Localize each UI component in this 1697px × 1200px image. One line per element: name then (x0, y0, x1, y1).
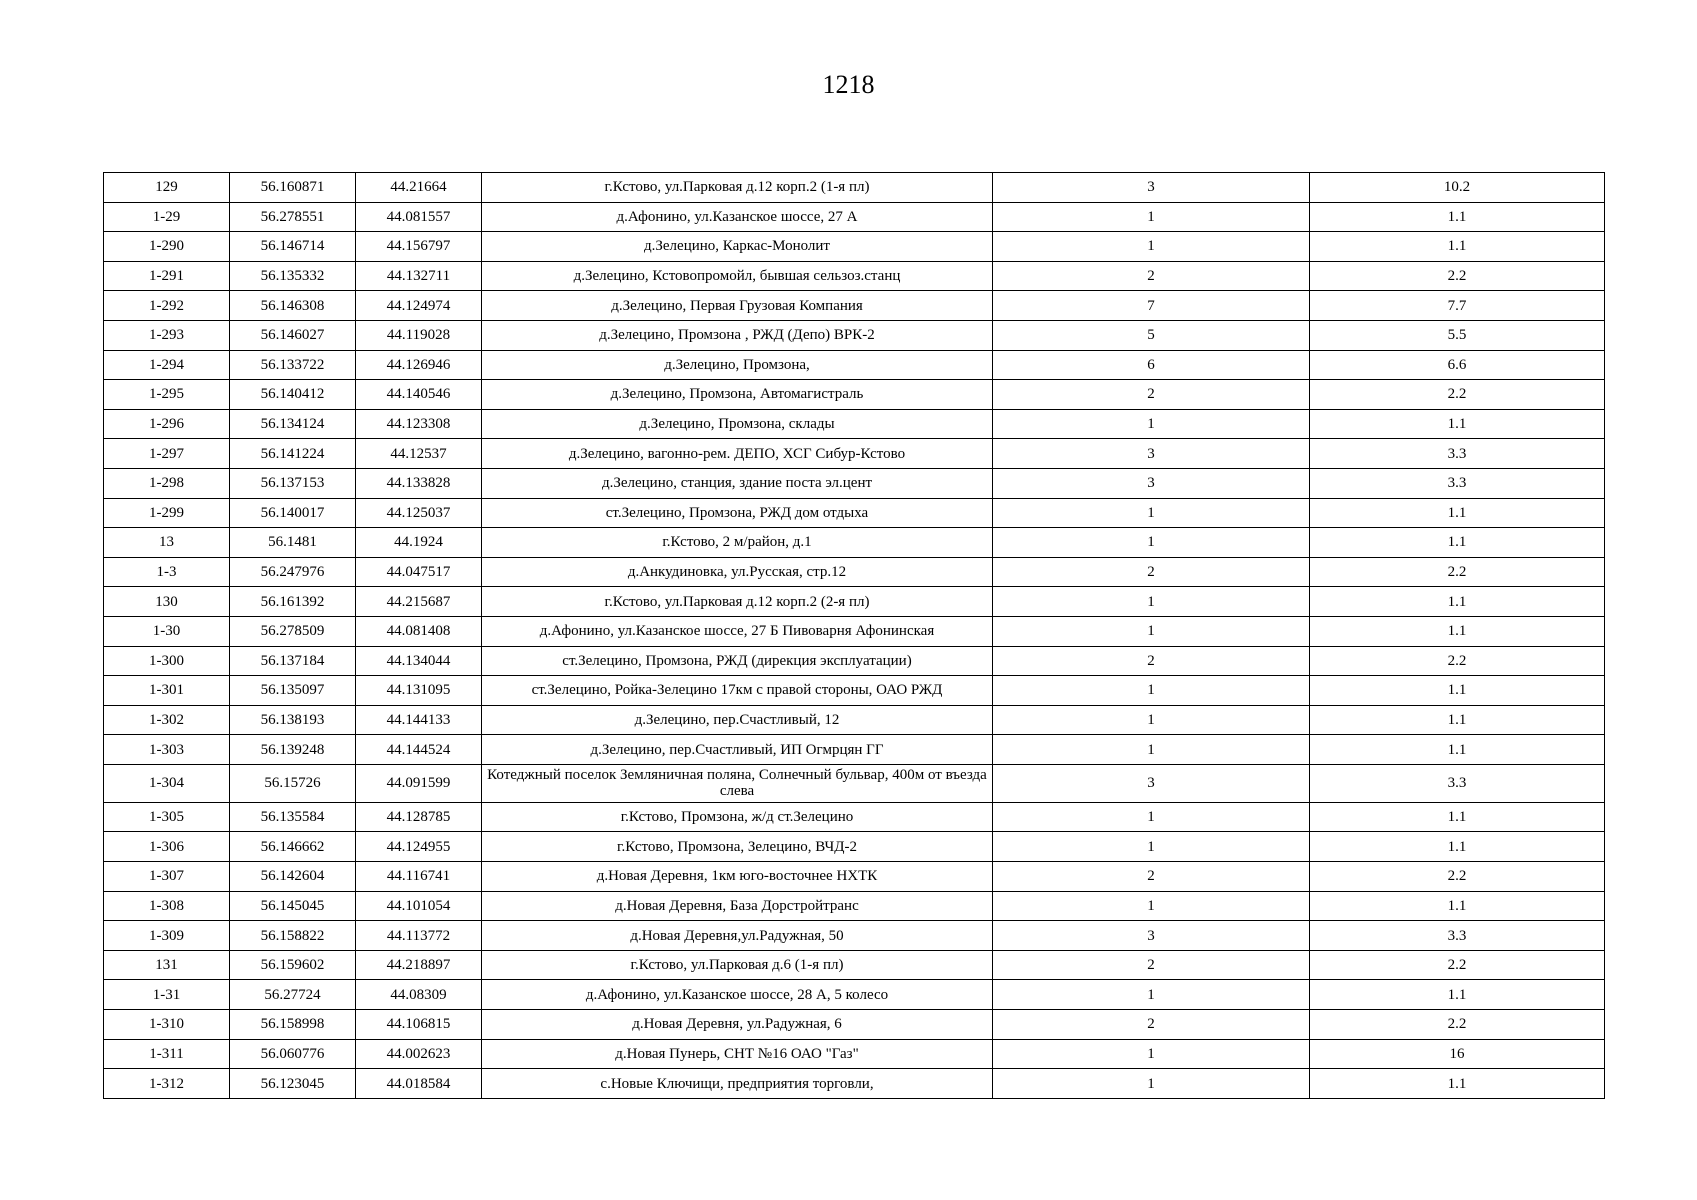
id-cell: 129 (104, 173, 230, 203)
longitude-cell: 44.119028 (356, 320, 482, 350)
table-row (104, 832, 1605, 862)
latitude-cell: 56.278509 (230, 616, 356, 646)
address-cell: д.Зелецино, Первая Грузовая Компания (482, 291, 993, 321)
longitude-cell: 44.018584 (356, 1069, 482, 1099)
id-cell: 1-291 (104, 261, 230, 291)
id-cell: 1-308 (104, 891, 230, 921)
longitude-cell: 44.091599 (356, 764, 482, 802)
value-cell: 5.5 (1310, 320, 1605, 350)
count-cell: 3 (993, 921, 1310, 951)
address-cell: ст.Зелецино, Ройка-Зелецино 17км с правой стороны, ОАО РЖД (482, 676, 993, 706)
address-cell: ст.Зелецино, Промзона, РЖД дом отдыха (482, 498, 993, 528)
count-cell: 1 (993, 802, 1310, 832)
count-cell: 3 (993, 173, 1310, 203)
id-cell: 1-309 (104, 921, 230, 951)
value-cell: 2.2 (1310, 1010, 1605, 1040)
value-cell: 3.3 (1310, 764, 1605, 802)
address-cell: д.Новая Деревня, База Дорстройтранс (482, 891, 993, 921)
id-cell: 1-301 (104, 676, 230, 706)
value-cell: 1.1 (1310, 1069, 1605, 1099)
address-cell: д.Новая Деревня, ул.Радужная, 6 (482, 1010, 993, 1040)
id-cell: 1-304 (104, 764, 230, 802)
table-row (104, 528, 1605, 558)
count-cell: 1 (993, 616, 1310, 646)
latitude-cell: 56.139248 (230, 735, 356, 765)
address-cell: д.Анкудиновка, ул.Русская, стр.12 (482, 557, 993, 587)
longitude-cell: 44.081408 (356, 616, 482, 646)
longitude-cell: 44.113772 (356, 921, 482, 951)
value-cell: 1.1 (1310, 498, 1605, 528)
count-cell: 1 (993, 498, 1310, 528)
count-cell: 1 (993, 676, 1310, 706)
id-cell: 1-311 (104, 1039, 230, 1069)
table-row (104, 921, 1605, 951)
count-cell: 6 (993, 350, 1310, 380)
table-row (104, 380, 1605, 410)
count-cell: 1 (993, 705, 1310, 735)
longitude-cell: 44.133828 (356, 468, 482, 498)
address-cell: д.Новая Деревня,ул.Радужная, 50 (482, 921, 993, 951)
address-cell: ст.Зелецино, Промзона, РЖД (дирекция эксплуатации) (482, 646, 993, 676)
count-cell: 2 (993, 261, 1310, 291)
table-row (104, 468, 1605, 498)
address-cell: д.Афонино, ул.Казанское шоссе, 27 А (482, 202, 993, 232)
value-cell: 1.1 (1310, 528, 1605, 558)
longitude-cell: 44.106815 (356, 1010, 482, 1040)
value-cell: 3.3 (1310, 439, 1605, 469)
table-row (104, 950, 1605, 980)
table-row (104, 802, 1605, 832)
value-cell: 1.1 (1310, 587, 1605, 617)
address-cell: г.Кстово, ул.Парковая д.6 (1-я пл) (482, 950, 993, 980)
count-cell: 2 (993, 380, 1310, 410)
longitude-cell: 44.047517 (356, 557, 482, 587)
id-cell: 1-306 (104, 832, 230, 862)
id-cell: 1-292 (104, 291, 230, 321)
value-cell: 2.2 (1310, 862, 1605, 892)
count-cell: 1 (993, 409, 1310, 439)
table-row (104, 439, 1605, 469)
value-cell: 6.6 (1310, 350, 1605, 380)
count-cell: 1 (993, 232, 1310, 262)
table-row (104, 291, 1605, 321)
longitude-cell: 44.134044 (356, 646, 482, 676)
value-cell: 10.2 (1310, 173, 1605, 203)
value-cell: 1.1 (1310, 705, 1605, 735)
address-cell: д.Новая Деревня, 1км юго-восточнее НХТК (482, 862, 993, 892)
table-row (104, 735, 1605, 765)
latitude-cell: 56.140017 (230, 498, 356, 528)
value-cell: 3.3 (1310, 921, 1605, 951)
latitude-cell: 56.133722 (230, 350, 356, 380)
address-cell: д.Зелецино, Промзона, (482, 350, 993, 380)
table-row (104, 676, 1605, 706)
count-cell: 1 (993, 587, 1310, 617)
table-row (104, 646, 1605, 676)
id-cell: 1-31 (104, 980, 230, 1010)
table-body (104, 173, 1605, 1099)
table-row (104, 409, 1605, 439)
id-cell: 1-298 (104, 468, 230, 498)
address-cell: д.Зелецино, Кстовопромойл, бывшая сельзоз.станц (482, 261, 993, 291)
latitude-cell: 56.146714 (230, 232, 356, 262)
latitude-cell: 56.135332 (230, 261, 356, 291)
longitude-cell: 44.08309 (356, 980, 482, 1010)
count-cell: 5 (993, 320, 1310, 350)
latitude-cell: 56.160871 (230, 173, 356, 203)
table-row (104, 1069, 1605, 1099)
count-cell: 3 (993, 439, 1310, 469)
table-row (104, 173, 1605, 203)
id-cell: 1-293 (104, 320, 230, 350)
value-cell: 1.1 (1310, 616, 1605, 646)
table-row (104, 350, 1605, 380)
page-number: 1218 (822, 70, 875, 99)
longitude-cell: 44.128785 (356, 802, 482, 832)
id-cell: 13 (104, 528, 230, 558)
latitude-cell: 56.141224 (230, 439, 356, 469)
latitude-cell: 56.135097 (230, 676, 356, 706)
latitude-cell: 56.060776 (230, 1039, 356, 1069)
id-cell: 1-299 (104, 498, 230, 528)
longitude-cell: 44.116741 (356, 862, 482, 892)
value-cell: 1.1 (1310, 676, 1605, 706)
count-cell: 3 (993, 468, 1310, 498)
value-cell: 16 (1310, 1039, 1605, 1069)
latitude-cell: 56.159602 (230, 950, 356, 980)
value-cell: 2.2 (1310, 261, 1605, 291)
address-cell: г.Кстово, ул.Парковая д.12 корп.2 (2-я пл) (482, 587, 993, 617)
longitude-cell: 44.125037 (356, 498, 482, 528)
address-cell: д.Зелецино, Промзона, склады (482, 409, 993, 439)
table-row (104, 862, 1605, 892)
id-cell: 1-30 (104, 616, 230, 646)
address-cell: д.Зелецино, Каркас-Монолит (482, 232, 993, 262)
value-cell: 2.2 (1310, 646, 1605, 676)
latitude-cell: 56.247976 (230, 557, 356, 587)
id-cell: 130 (104, 587, 230, 617)
longitude-cell: 44.144133 (356, 705, 482, 735)
count-cell: 1 (993, 980, 1310, 1010)
address-cell: д.Новая Пунерь, СНТ №16 ОАО "Газ" (482, 1039, 993, 1069)
address-cell: д.Зелецино, Промзона, Автомагистраль (482, 380, 993, 410)
latitude-cell: 56.1481 (230, 528, 356, 558)
count-cell: 1 (993, 528, 1310, 558)
id-cell: 1-296 (104, 409, 230, 439)
table-row (104, 980, 1605, 1010)
value-cell: 2.2 (1310, 380, 1605, 410)
count-cell: 2 (993, 950, 1310, 980)
count-cell: 2 (993, 646, 1310, 676)
address-cell: д.Зелецино, пер.Счастливый, ИП Огмрцян ГГ (482, 735, 993, 765)
table-row (104, 891, 1605, 921)
value-cell: 1.1 (1310, 735, 1605, 765)
id-cell: 1-305 (104, 802, 230, 832)
count-cell: 2 (993, 1010, 1310, 1040)
latitude-cell: 56.145045 (230, 891, 356, 921)
latitude-cell: 56.135584 (230, 802, 356, 832)
address-cell: д.Зелецино, вагонно-рем. ДЕПО, ХСГ Сибур-Кстово (482, 439, 993, 469)
count-cell: 2 (993, 862, 1310, 892)
latitude-cell: 56.15726 (230, 764, 356, 802)
value-cell: 3.3 (1310, 468, 1605, 498)
table-row (104, 498, 1605, 528)
value-cell: 1.1 (1310, 832, 1605, 862)
table-row (104, 202, 1605, 232)
table-row (104, 557, 1605, 587)
id-cell: 1-303 (104, 735, 230, 765)
table-row (104, 587, 1605, 617)
table-row (104, 705, 1605, 735)
table-row (104, 320, 1605, 350)
id-cell: 131 (104, 950, 230, 980)
id-cell: 1-312 (104, 1069, 230, 1099)
value-cell: 1.1 (1310, 802, 1605, 832)
longitude-cell: 44.144524 (356, 735, 482, 765)
longitude-cell: 44.123308 (356, 409, 482, 439)
latitude-cell: 56.142604 (230, 862, 356, 892)
id-cell: 1-302 (104, 705, 230, 735)
longitude-cell: 44.124974 (356, 291, 482, 321)
id-cell: 1-295 (104, 380, 230, 410)
value-cell: 2.2 (1310, 950, 1605, 980)
latitude-cell: 56.158822 (230, 921, 356, 951)
latitude-cell: 56.137184 (230, 646, 356, 676)
longitude-cell: 44.131095 (356, 676, 482, 706)
latitude-cell: 56.146027 (230, 320, 356, 350)
longitude-cell: 44.002623 (356, 1039, 482, 1069)
longitude-cell: 44.21664 (356, 173, 482, 203)
latitude-cell: 56.146308 (230, 291, 356, 321)
longitude-cell: 44.215687 (356, 587, 482, 617)
count-cell: 1 (993, 202, 1310, 232)
count-cell: 1 (993, 832, 1310, 862)
id-cell: 1-307 (104, 862, 230, 892)
count-cell: 7 (993, 291, 1310, 321)
table-row (104, 1010, 1605, 1040)
address-cell: Котеджный поселок Земляничная поляна, Солнечный бульвар, 400м от въезда слева (482, 764, 993, 802)
latitude-cell: 56.161392 (230, 587, 356, 617)
count-cell: 1 (993, 891, 1310, 921)
longitude-cell: 44.140546 (356, 380, 482, 410)
value-cell: 7.7 (1310, 291, 1605, 321)
longitude-cell: 44.218897 (356, 950, 482, 980)
id-cell: 1-297 (104, 439, 230, 469)
count-cell: 1 (993, 1039, 1310, 1069)
latitude-cell: 56.278551 (230, 202, 356, 232)
latitude-cell: 56.140412 (230, 380, 356, 410)
count-cell: 1 (993, 1069, 1310, 1099)
latitude-cell: 56.138193 (230, 705, 356, 735)
id-cell: 1-294 (104, 350, 230, 380)
id-cell: 1-3 (104, 557, 230, 587)
id-cell: 1-310 (104, 1010, 230, 1040)
longitude-cell: 44.081557 (356, 202, 482, 232)
id-cell: 1-290 (104, 232, 230, 262)
value-cell: 1.1 (1310, 202, 1605, 232)
value-cell: 2.2 (1310, 557, 1605, 587)
longitude-cell: 44.101054 (356, 891, 482, 921)
id-cell: 1-300 (104, 646, 230, 676)
longitude-cell: 44.124955 (356, 832, 482, 862)
address-cell: д.Афонино, ул.Казанское шоссе, 28 А, 5 колесо (482, 980, 993, 1010)
longitude-cell: 44.126946 (356, 350, 482, 380)
address-cell: д.Зелецино, пер.Счастливый, 12 (482, 705, 993, 735)
address-cell: д.Зелецино, станция, здание поста эл.цент (482, 468, 993, 498)
value-cell: 1.1 (1310, 232, 1605, 262)
latitude-cell: 56.146662 (230, 832, 356, 862)
address-cell: г.Кстово, Промзона, ж/д ст.Зелецино (482, 802, 993, 832)
table-row (104, 1039, 1605, 1069)
data-table (103, 172, 1605, 1099)
value-cell: 1.1 (1310, 409, 1605, 439)
table-row (104, 616, 1605, 646)
latitude-cell: 56.137153 (230, 468, 356, 498)
address-cell: г.Кстово, ул.Парковая д.12 корп.2 (1-я пл) (482, 173, 993, 203)
longitude-cell: 44.12537 (356, 439, 482, 469)
address-cell: д.Зелецино, Промзона , РЖД (Депо) ВРК-2 (482, 320, 993, 350)
address-cell: г.Кстово, 2 м/район, д.1 (482, 528, 993, 558)
latitude-cell: 56.27724 (230, 980, 356, 1010)
count-cell: 1 (993, 735, 1310, 765)
latitude-cell: 56.134124 (230, 409, 356, 439)
value-cell: 1.1 (1310, 980, 1605, 1010)
table-row (104, 232, 1605, 262)
table-row (104, 764, 1605, 802)
count-cell: 3 (993, 764, 1310, 802)
value-cell: 1.1 (1310, 891, 1605, 921)
table-row (104, 261, 1605, 291)
count-cell: 2 (993, 557, 1310, 587)
address-cell: г.Кстово, Промзона, Зелецино, ВЧД-2 (482, 832, 993, 862)
address-cell: д.Афонино, ул.Казанское шоссе, 27 Б Пивоварня Афонинская (482, 616, 993, 646)
latitude-cell: 56.123045 (230, 1069, 356, 1099)
id-cell: 1-29 (104, 202, 230, 232)
latitude-cell: 56.158998 (230, 1010, 356, 1040)
longitude-cell: 44.156797 (356, 232, 482, 262)
longitude-cell: 44.1924 (356, 528, 482, 558)
longitude-cell: 44.132711 (356, 261, 482, 291)
address-cell: с.Новые Ключищи, предприятия торговли, (482, 1069, 993, 1099)
